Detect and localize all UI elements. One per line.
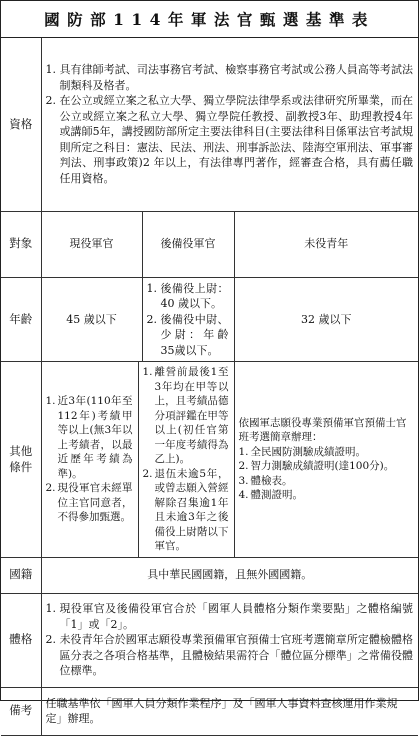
age-reserve-item: 2. 後備役中尉、少尉：年齡35歲以下。: [146, 312, 229, 357]
age-active: 45 歲以下: [41, 277, 142, 362]
remarks-text: 任職基準依「國軍人員分類作業程序」及「國軍人事資料查核運用作業規定」辦理。: [41, 687, 418, 735]
other-active: [41, 362, 138, 558]
age-reserve: [142, 277, 234, 362]
physique-item: 1. 現役軍官及後備役軍官合於「國軍人員體格分類作業要點」之體格編號「1」或「2」。: [45, 602, 413, 631]
other-row: [1, 362, 418, 558]
other-reserve-item: 2. 退伍未逾5年，或曾志願入營經解除召集逾1年且未逾3年之後備役上尉階以下軍官。: [142, 467, 229, 552]
physique-row: [1, 593, 418, 687]
document-title: 國防部114年軍法官甄選基準表: [1, 1, 418, 38]
other-civilian-item: 1. 全民國防測驗成績證明。: [238, 445, 366, 458]
criteria-table: [1, 38, 418, 736]
other-reserve-item: 1. 離營前最後1至3年均在甲等以上，且考績品德分項評鑑在甲等以上(初任官第一年度考績得為乙上)。: [142, 366, 229, 465]
other-civilian-item: 3. 體檢表。: [238, 474, 293, 487]
other-civilian-intro: 依國軍志願役專業預備軍官預備士官班考選簡章辦理：: [238, 416, 407, 444]
other-active-item: 2. 現役軍官未經單位主官同意者，不得參加甄選。: [45, 482, 133, 523]
nationality-row: [1, 557, 418, 593]
nationality-text: 具中華民國國籍，且無外國國籍。: [41, 557, 418, 593]
physique-item: 2. 未役青年合於國軍志願役專業預備軍官預備士官班考選簡章所定體檢體格區分表之各項合格基準，且體檢結果需符合「體位區分標準」之常備役體位標準。: [45, 633, 413, 678]
target-label: 對象: [1, 211, 41, 277]
nationality-label: 國籍: [1, 557, 41, 593]
age-reserve-item: 1. 後備役上尉：40 歲以下。: [146, 281, 229, 310]
target-reserve: 後備役軍官: [142, 211, 234, 277]
remarks-label: 備考: [1, 687, 41, 735]
target-civilian: 未役青年: [234, 211, 418, 277]
target-active: 現役軍官: [41, 211, 142, 277]
remarks-row: [1, 687, 418, 735]
qualifications-row: [1, 38, 418, 211]
age-label: 年齡: [1, 277, 41, 362]
other-civilian-item: 4. 體測證明。: [238, 489, 303, 502]
qualifications-label: 資格: [1, 38, 41, 211]
physique-label: 體格: [1, 593, 41, 687]
other-reserve: [138, 362, 234, 558]
age-row: [1, 277, 418, 362]
qualifications-content: [41, 38, 418, 211]
target-row: [1, 211, 418, 277]
qualification-item: 1. 具有律師考試、司法事務官考試、檢察事務官考試或公務人員高等考試法制類科及格者。: [45, 63, 413, 92]
physique-content: [41, 593, 418, 687]
other-label: 其他條件: [1, 362, 41, 558]
other-civilian: [234, 362, 418, 558]
other-civilian-item: 2. 智力測驗成績證明(達100分)。: [238, 460, 395, 473]
qualification-item: 2. 在公立或經立案之私立大學、獨立學院法律學系或法律研究所畢業，而在公立或經立案之私立大學、獨立學院任教授、副教授3年、助理教授4年或講師5年，講授國防部所定主要法律科目(主要法律科目係軍法官考試規則所定之科目：憲法、民法、刑法、刑事訴訟法、陸海空軍刑法、軍事審判法、刑事政策)2 年以上，有法律專門著作，經審查合格，具有薦任職任用資格。: [45, 94, 413, 185]
other-active-item: 1. 近3年(110年至112年)考績甲等以上(無3年以上考績者，以最近歷年考績為準)。: [45, 395, 133, 480]
age-civilian: 32 歲以下: [234, 277, 418, 362]
